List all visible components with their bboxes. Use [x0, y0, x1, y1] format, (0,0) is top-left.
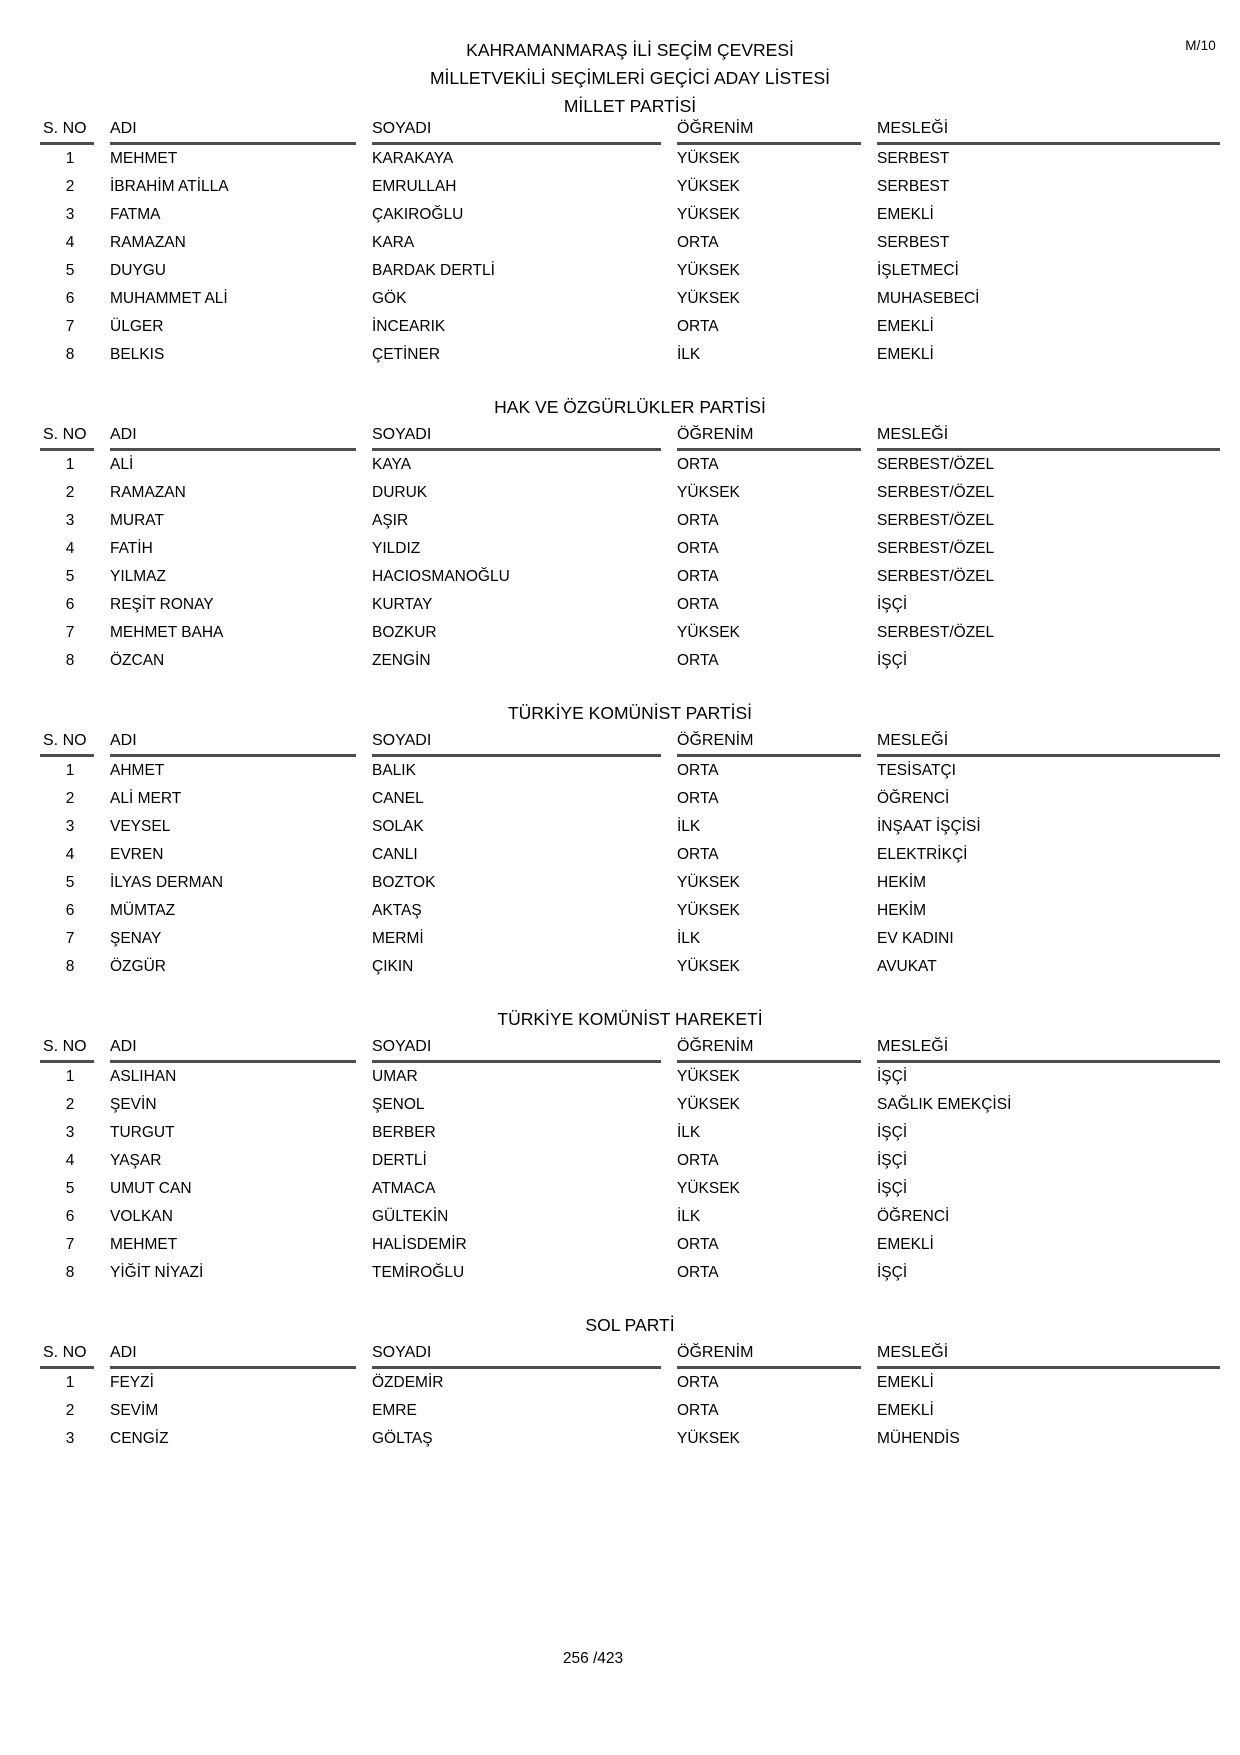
candidate-education: İLK	[677, 1208, 701, 1225]
candidate-first-name: RAMAZAN	[110, 234, 186, 251]
candidate-education: ORTA	[677, 1264, 719, 1281]
candidate-first-name: VOLKAN	[110, 1208, 173, 1225]
candidate-first-name: ÖZCAN	[110, 652, 165, 669]
candidate-number: 1	[65, 456, 75, 473]
col-header-adi: ADI	[100, 732, 362, 757]
col-header-soyadi: SOYADI	[362, 732, 667, 757]
col-header-soyadi: SOYADI	[362, 1344, 667, 1369]
candidate-profession: SERBEST	[877, 234, 950, 251]
candidate-education: YÜKSEK	[677, 1430, 740, 1447]
party-section	[40, 1009, 1220, 1287]
candidate-profession: İŞÇİ	[877, 1124, 908, 1141]
candidate-profession: EMEKLİ	[877, 346, 934, 363]
party-section	[40, 703, 1220, 981]
candidate-row	[40, 1063, 1220, 1091]
candidate-number: 2	[65, 790, 75, 807]
candidate-last-name: ZENGİN	[372, 652, 431, 669]
party-title: TÜRKİYE KOMÜNİST PARTİSİ	[507, 703, 753, 723]
candidate-row	[40, 507, 1220, 535]
candidate-education: YÜKSEK	[677, 1096, 740, 1113]
title-block	[40, 36, 1220, 92]
col-header-soyadi: SOYADI	[362, 120, 667, 145]
candidate-row	[40, 813, 1220, 841]
col-header-adi: ADI	[100, 426, 362, 451]
candidate-education: ORTA	[677, 596, 719, 613]
candidate-first-name: YİĞİT NİYAZİ	[110, 1264, 204, 1281]
candidate-profession: MÜHENDİS	[877, 1430, 960, 1447]
candidate-education: YÜKSEK	[677, 958, 740, 975]
candidate-row	[40, 1203, 1220, 1231]
candidate-last-name: ÇIKIN	[372, 958, 414, 975]
candidate-row	[40, 619, 1220, 647]
candidate-first-name: ALİ	[110, 456, 134, 473]
candidate-profession: HEKİM	[877, 902, 927, 919]
candidate-first-name: MEHMET	[110, 1236, 178, 1253]
col-header-adi: ADI	[100, 1344, 362, 1369]
col-header-meslegi: MESLEĞİ	[867, 1344, 1220, 1369]
candidate-profession: SERBEST	[877, 178, 950, 195]
candidate-education: YÜKSEK	[677, 150, 740, 167]
candidate-first-name: FATMA	[110, 206, 161, 223]
candidate-number: 1	[65, 1068, 75, 1085]
candidate-profession: ELEKTRİKÇİ	[877, 846, 968, 863]
candidate-first-name: REŞİT RONAY	[110, 596, 214, 613]
candidate-first-name: DUYGU	[110, 262, 166, 279]
party-section	[40, 1315, 1220, 1453]
candidate-last-name: GÖLTAŞ	[372, 1430, 433, 1447]
col-header-sno: S. NO	[40, 1038, 100, 1063]
candidate-number: 3	[65, 1430, 75, 1447]
candidate-first-name: MEHMET BAHA	[110, 624, 224, 641]
candidate-last-name: BOZKUR	[372, 624, 437, 641]
candidate-last-name: ŞENOL	[372, 1096, 425, 1113]
candidate-row	[40, 1231, 1220, 1259]
candidate-row	[40, 313, 1220, 341]
candidate-first-name: MÜMTAZ	[110, 902, 176, 919]
col-header-adi: ADI	[100, 1038, 362, 1063]
candidate-row	[40, 285, 1220, 313]
candidate-row	[40, 953, 1220, 981]
candidate-first-name: MEHMET	[110, 150, 178, 167]
col-header-meslegi: MESLEĞİ	[867, 426, 1220, 451]
party-title: SOL PARTİ	[585, 1315, 675, 1335]
candidate-last-name: ÇETİNER	[372, 346, 441, 363]
candidate-first-name: TURGUT	[110, 1124, 175, 1141]
candidate-profession: EMEKLİ	[877, 318, 934, 335]
candidate-first-name: İLYAS DERMAN	[110, 874, 224, 891]
doc-code: M/10	[1185, 38, 1216, 53]
candidate-number: 2	[65, 178, 75, 195]
candidate-number: 1	[65, 762, 75, 779]
candidate-row	[40, 869, 1220, 897]
candidate-profession: İŞÇİ	[877, 1068, 908, 1085]
candidate-row	[40, 1119, 1220, 1147]
candidate-row	[40, 1091, 1220, 1119]
candidate-last-name: YILDIZ	[372, 540, 421, 557]
page-number: 256 /423	[562, 1650, 624, 1667]
candidate-profession: İŞÇİ	[877, 1180, 908, 1197]
candidate-last-name: ÇAKIROĞLU	[372, 206, 464, 223]
candidate-first-name: VEYSEL	[110, 818, 171, 835]
candidate-number: 8	[65, 346, 75, 363]
candidate-number: 2	[65, 484, 75, 501]
candidate-number: 2	[65, 1096, 75, 1113]
candidate-last-name: HACIOSMANOĞLU	[372, 568, 510, 585]
candidate-profession: SERBEST/ÖZEL	[877, 540, 995, 557]
candidate-number: 4	[65, 234, 75, 251]
candidate-row	[40, 479, 1220, 507]
candidate-row	[40, 1259, 1220, 1287]
candidate-last-name: MERMİ	[372, 930, 424, 947]
candidate-education: ORTA	[677, 846, 719, 863]
candidate-first-name: UMUT CAN	[110, 1180, 192, 1197]
candidate-profession: İŞÇİ	[877, 596, 908, 613]
candidate-row	[40, 145, 1220, 173]
candidate-profession: ÖĞRENCİ	[877, 1208, 950, 1225]
candidate-first-name: RAMAZAN	[110, 484, 186, 501]
candidate-number: 5	[65, 1180, 75, 1197]
candidate-last-name: DURUK	[372, 484, 428, 501]
col-header-ogrenim: ÖĞRENİM	[667, 120, 867, 145]
title-province-line: KAHRAMANMARAŞ İLİ SEÇİM ÇEVRESİ	[466, 40, 794, 60]
candidate-education: ORTA	[677, 318, 719, 335]
candidate-number: 3	[65, 818, 75, 835]
candidate-education: ORTA	[677, 652, 719, 669]
party-title: HAK VE ÖZGÜRLÜKLER PARTİSİ	[494, 397, 766, 417]
candidate-number: 3	[65, 1124, 75, 1141]
col-header-adi: ADI	[100, 120, 362, 145]
candidate-number: 4	[65, 540, 75, 557]
candidate-last-name: BERBER	[372, 1124, 436, 1141]
candidate-number: 7	[65, 1236, 75, 1253]
candidate-row	[40, 257, 1220, 285]
table-header-row	[40, 1344, 1220, 1369]
col-header-ogrenim: ÖĞRENİM	[667, 1038, 867, 1063]
candidate-number: 3	[65, 206, 75, 223]
candidate-last-name: EMRULLAH	[372, 178, 457, 195]
candidate-number: 2	[65, 1402, 75, 1419]
candidate-first-name: ÜLGER	[110, 318, 164, 335]
candidate-profession: SERBEST/ÖZEL	[877, 624, 995, 641]
candidate-last-name: CANEL	[372, 790, 424, 807]
candidate-first-name: FATİH	[110, 540, 153, 557]
candidate-table	[40, 1344, 1220, 1453]
candidate-first-name: ASLIHAN	[110, 1068, 177, 1085]
candidate-profession: EMEKLİ	[877, 1374, 934, 1391]
candidate-profession: AVUKAT	[877, 958, 937, 975]
candidate-education: ORTA	[677, 234, 719, 251]
candidate-last-name: AŞIR	[372, 512, 409, 529]
candidate-profession: SERBEST	[877, 150, 950, 167]
candidate-profession: İŞLETMECİ	[877, 262, 959, 279]
candidate-first-name: MURAT	[110, 512, 164, 529]
candidate-profession: EV KADINI	[877, 930, 954, 947]
candidate-last-name: BOZTOK	[372, 874, 436, 891]
candidate-last-name: DERTLİ	[372, 1152, 427, 1169]
title-list-line: MİLLETVEKİLİ SEÇİMLERİ GEÇİCİ ADAY LİSTESİ	[429, 68, 831, 88]
candidate-education: ORTA	[677, 540, 719, 557]
candidate-first-name: FEYZİ	[110, 1374, 154, 1391]
candidate-number: 8	[65, 652, 75, 669]
candidate-education: ORTA	[677, 568, 719, 585]
col-header-ogrenim: ÖĞRENİM	[667, 1344, 867, 1369]
table-header-row	[40, 426, 1220, 451]
candidate-education: YÜKSEK	[677, 874, 740, 891]
candidate-row	[40, 925, 1220, 953]
candidate-last-name: CANLI	[372, 846, 418, 863]
candidate-education: YÜKSEK	[677, 902, 740, 919]
candidate-last-name: SOLAK	[372, 818, 424, 835]
candidate-row	[40, 1425, 1220, 1453]
candidate-profession: ÖĞRENCİ	[877, 790, 950, 807]
candidate-number: 6	[65, 902, 75, 919]
candidate-education: ORTA	[677, 1236, 719, 1253]
table-header-row	[40, 1038, 1220, 1063]
candidate-profession: SERBEST/ÖZEL	[877, 484, 995, 501]
candidate-row	[40, 1397, 1220, 1425]
party-section	[40, 397, 1220, 675]
candidate-profession: EMEKLİ	[877, 1236, 934, 1253]
candidate-number: 4	[65, 846, 75, 863]
candidate-education: ORTA	[677, 456, 719, 473]
col-header-sno: S. NO	[40, 732, 100, 757]
candidate-row	[40, 341, 1220, 369]
candidate-profession: HEKİM	[877, 874, 927, 891]
candidate-table	[40, 426, 1220, 675]
candidate-profession: İŞÇİ	[877, 1152, 908, 1169]
candidate-profession: EMEKLİ	[877, 206, 934, 223]
candidate-profession: İNŞAAT İŞÇİSİ	[877, 818, 981, 835]
candidate-last-name: İNCEARIK	[372, 318, 446, 335]
candidate-education: YÜKSEK	[677, 484, 740, 501]
candidate-row	[40, 229, 1220, 257]
candidate-education: YÜKSEK	[677, 262, 740, 279]
candidate-row	[40, 173, 1220, 201]
candidate-number: 6	[65, 290, 75, 307]
candidate-number: 6	[65, 596, 75, 613]
candidate-first-name: YILMAZ	[110, 568, 166, 585]
candidate-education: ORTA	[677, 1152, 719, 1169]
candidate-education: ORTA	[677, 790, 719, 807]
candidate-number: 7	[65, 930, 75, 947]
candidate-first-name: ÖZGÜR	[110, 958, 166, 975]
col-header-sno: S. NO	[40, 1344, 100, 1369]
party-section	[40, 92, 1220, 369]
candidate-education: YÜKSEK	[677, 1180, 740, 1197]
candidate-last-name: KARAKAYA	[372, 150, 454, 167]
candidate-first-name: İBRAHİM ATİLLA	[110, 178, 229, 195]
candidate-number: 4	[65, 1152, 75, 1169]
candidate-profession: İŞÇİ	[877, 652, 908, 669]
candidate-last-name: KAYA	[372, 456, 412, 473]
candidate-profession: TESİSATÇI	[877, 762, 956, 779]
candidate-profession: SAĞLIK EMEKÇİSİ	[877, 1096, 1012, 1113]
candidate-number: 5	[65, 568, 75, 585]
candidate-last-name: EMRE	[372, 1402, 417, 1419]
candidate-profession: SERBEST/ÖZEL	[877, 568, 995, 585]
candidate-first-name: ALİ MERT	[110, 790, 182, 807]
candidate-number: 7	[65, 624, 75, 641]
candidate-profession: İŞÇİ	[877, 1264, 908, 1281]
candidate-row	[40, 757, 1220, 785]
candidate-first-name: EVREN	[110, 846, 164, 863]
candidate-education: İLK	[677, 346, 701, 363]
candidate-last-name: KURTAY	[372, 596, 433, 613]
candidate-row	[40, 591, 1220, 619]
candidate-row	[40, 201, 1220, 229]
candidate-row	[40, 897, 1220, 925]
candidate-first-name: MUHAMMET ALİ	[110, 290, 228, 307]
candidate-row	[40, 841, 1220, 869]
candidate-number: 5	[65, 262, 75, 279]
col-header-ogrenim: ÖĞRENİM	[667, 732, 867, 757]
candidate-number: 3	[65, 512, 75, 529]
candidate-row	[40, 451, 1220, 479]
candidate-last-name: BALIK	[372, 762, 416, 779]
party-title: MİLLET PARTİSİ	[563, 96, 697, 116]
candidate-number: 1	[65, 150, 75, 167]
candidate-profession: EMEKLİ	[877, 1402, 934, 1419]
candidate-first-name: BELKIS	[110, 346, 165, 363]
candidate-education: YÜKSEK	[677, 1068, 740, 1085]
col-header-meslegi: MESLEĞİ	[867, 120, 1220, 145]
candidate-number: 7	[65, 318, 75, 335]
candidate-education: İLK	[677, 930, 701, 947]
candidate-row	[40, 1175, 1220, 1203]
party-sections-container	[40, 92, 1220, 1453]
candidate-number: 1	[65, 1374, 75, 1391]
candidate-last-name: GÜLTEKİN	[372, 1208, 449, 1225]
candidate-first-name: SEVİM	[110, 1402, 159, 1419]
candidate-education: YÜKSEK	[677, 624, 740, 641]
candidate-row	[40, 785, 1220, 813]
candidate-row	[40, 1147, 1220, 1175]
candidate-number: 8	[65, 1264, 75, 1281]
candidate-first-name: ŞENAY	[110, 930, 162, 947]
candidate-table	[40, 120, 1220, 369]
col-header-soyadi: SOYADI	[362, 426, 667, 451]
candidate-last-name: UMAR	[372, 1068, 418, 1085]
candidate-last-name: BARDAK DERTLİ	[372, 262, 495, 279]
candidate-education: ORTA	[677, 512, 719, 529]
candidate-row	[40, 535, 1220, 563]
candidate-education: ORTA	[677, 1374, 719, 1391]
candidate-row	[40, 647, 1220, 675]
candidate-first-name: YAŞAR	[110, 1152, 162, 1169]
party-title: TÜRKİYE KOMÜNİST HAREKETİ	[497, 1009, 763, 1029]
col-header-soyadi: SOYADI	[362, 1038, 667, 1063]
candidate-first-name: CENGİZ	[110, 1430, 169, 1447]
col-header-meslegi: MESLEĞİ	[867, 1038, 1220, 1063]
candidate-last-name: KARA	[372, 234, 415, 251]
col-header-ogrenim: ÖĞRENİM	[667, 426, 867, 451]
candidate-number: 5	[65, 874, 75, 891]
table-header-row	[40, 732, 1220, 757]
candidate-last-name: ÖZDEMİR	[372, 1374, 444, 1391]
table-header-row	[40, 120, 1220, 145]
candidate-education: YÜKSEK	[677, 206, 740, 223]
candidate-education: YÜKSEK	[677, 290, 740, 307]
col-header-sno: S. NO	[40, 426, 100, 451]
candidate-number: 6	[65, 1208, 75, 1225]
candidate-last-name: ATMACA	[372, 1180, 436, 1197]
candidate-profession: SERBEST/ÖZEL	[877, 456, 995, 473]
candidate-profession: MUHASEBECİ	[877, 290, 980, 307]
candidate-education: ORTA	[677, 1402, 719, 1419]
candidate-table	[40, 732, 1220, 981]
candidate-first-name: ŞEVİN	[110, 1096, 157, 1113]
candidate-first-name: AHMET	[110, 762, 165, 779]
candidate-last-name: TEMİROĞLU	[372, 1264, 465, 1281]
col-header-meslegi: MESLEĞİ	[867, 732, 1220, 757]
candidate-row	[40, 1369, 1220, 1397]
col-header-sno: S. NO	[40, 120, 100, 145]
candidate-education: İLK	[677, 1124, 701, 1141]
candidate-row	[40, 563, 1220, 591]
candidate-last-name: HALİSDEMİR	[372, 1236, 467, 1253]
candidate-profession: SERBEST/ÖZEL	[877, 512, 995, 529]
candidate-education: İLK	[677, 818, 701, 835]
candidate-number: 8	[65, 958, 75, 975]
candidate-education: ORTA	[677, 762, 719, 779]
candidate-table	[40, 1038, 1220, 1287]
candidate-last-name: GÖK	[372, 290, 407, 307]
candidate-education: YÜKSEK	[677, 178, 740, 195]
candidate-last-name: AKTAŞ	[372, 902, 422, 919]
